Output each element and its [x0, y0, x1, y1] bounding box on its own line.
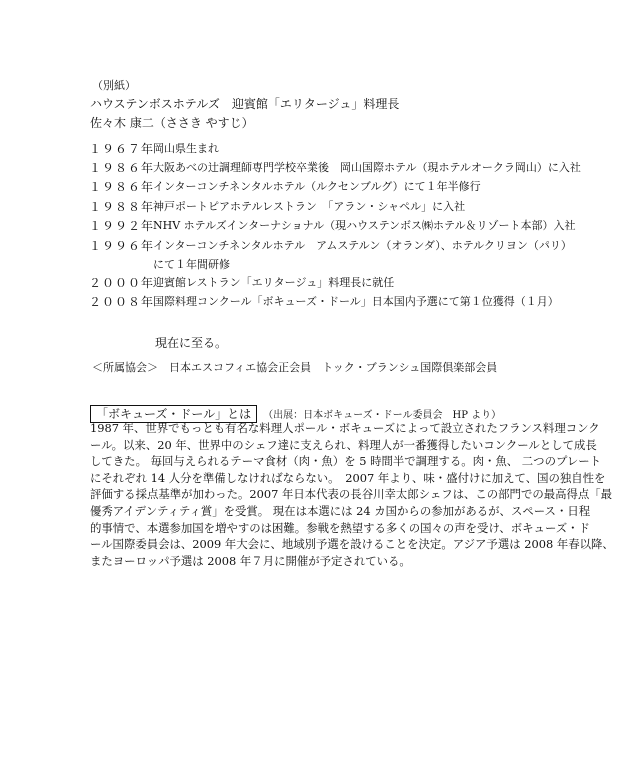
timeline-text: NHV ホテルズインターナショナル（現ハウステンボス㈱ホテル＆リゾート本部）入社	[153, 219, 576, 232]
timeline-text: 国際料理コンクール「ボキューズ・ドール」日本国内予選にて第１位獲得（１月）	[153, 295, 559, 308]
paragraph-line: 優秀アイデンティティ賞」を受賞。 現在は本選には 24 カ国からの参加があるが、スペース・日程	[90, 503, 591, 518]
bocuse-dor-description	[90, 420, 614, 569]
chef-name: 佐々木 康二（ささき やすじ）	[90, 116, 254, 130]
paragraph-line: ール国際委員会は、2009 年大会に、地域別予選を設けることを決定。アジア予選は 2008 年春以降、	[90, 537, 614, 552]
paragraph-line: してきた。 毎回与えられるテーマ食材（肉・魚）を 5 時間半で調理する。肉・魚、 二つのプレート	[90, 454, 602, 469]
timeline-text: 迎賓館レストラン「エリタージュ」料理長に就任	[153, 276, 395, 289]
paragraph-line: ール。以来、20 年、世界中のシェフ達に支えられ、料理人が一番獲得したいコンクールとして成長	[90, 437, 597, 452]
timeline-text: 神戸ポートピアホテルレストラン 「アラン・シャペル」に入社	[153, 200, 466, 213]
timeline-year: １９８６年	[89, 180, 155, 194]
section-source: （出展：日本ボキューズ・ドール委員会 HP より）	[263, 410, 502, 421]
timeline-year: １９９２年	[89, 219, 155, 233]
paragraph-line: またヨーロッパ予選は 2008 年７月に開催が予定されている。	[90, 553, 411, 568]
section-title: 「ボキューズ・ドール」とは	[90, 405, 257, 423]
current-status: 現在に至る。	[155, 336, 228, 350]
timeline-year: １９９６年	[89, 239, 155, 253]
timeline-text: 大阪あべの辻調理師専門学校卒業後 岡山国際ホテル（現ホテルオークラ岡山）に入社	[153, 161, 581, 174]
timeline-year: ２００８年	[89, 295, 155, 309]
paragraph-line: 評価する採点基準が加わった。2007 年日本代表の長谷川幸太郎シェフは、この部門での最高得点「最	[90, 487, 613, 502]
chef-affiliation: ハウステンボスホテルズ 迎賓館「エリタージュ」料理長	[90, 97, 400, 111]
paragraph-line: 1987 年、世界でもっとも有名な料理人ポール・ボキューズによって設立されたフランス料理コンク	[90, 421, 600, 435]
timeline-text: インターコンチネンタルホテル（ルクセンブルグ）にて１年半修行	[153, 180, 481, 193]
timeline-year: ２０００年	[89, 276, 155, 290]
timeline-year: １９６７年	[89, 142, 155, 156]
timeline-year: １９８６年	[89, 161, 155, 175]
timeline-year: １９８８年	[89, 200, 155, 214]
attachment-note: （別紙）	[92, 79, 136, 92]
timeline-text: インターコンチネンタルホテル アムステルン（オランダ）、ホテルクリヨン（パリ）	[153, 239, 572, 252]
timeline-text: にて１年間研修	[153, 258, 230, 271]
paragraph-line: 的事情で、本選参加国を増やすのは困難。参戦を熱望する多くの国々の声を受け、ボキューズ・ド	[90, 520, 590, 535]
timeline-text: 岡山県生まれ	[153, 142, 219, 155]
membership: ＜所属協会＞ 日本エスコフィエ協会正会員 トック・ブランシュ国際倶楽部会員	[92, 361, 498, 374]
paragraph-line: にそれぞれ 14 人分を準備しなければならない。 2007 年より、味・盛付けに加えて、国の独自性を	[90, 470, 606, 485]
